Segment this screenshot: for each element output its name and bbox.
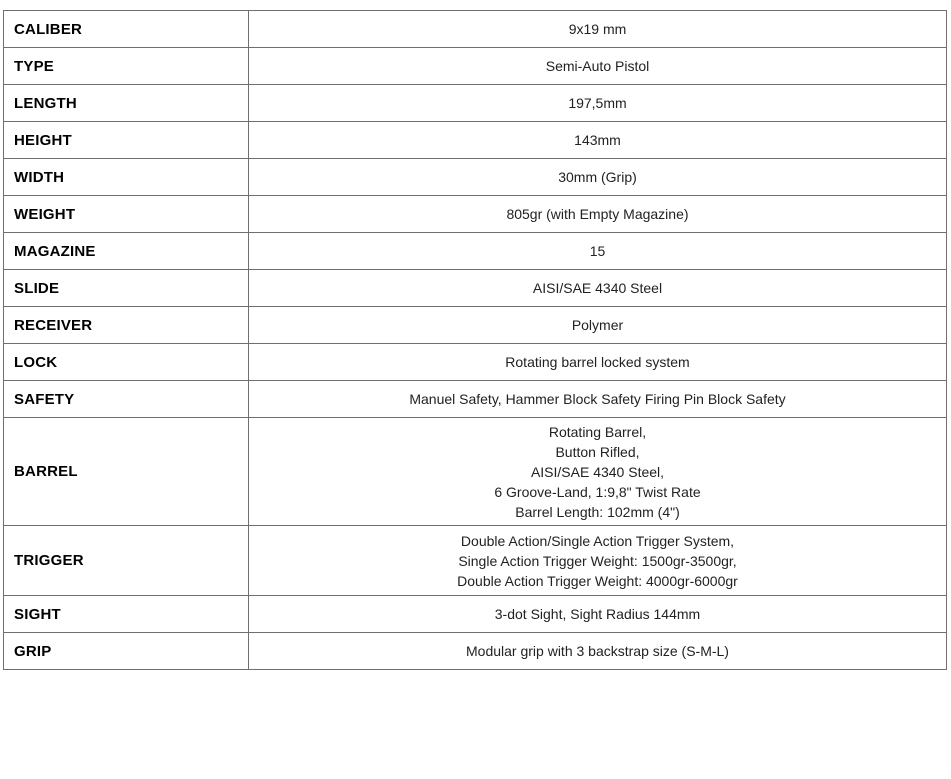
- spec-value: [249, 526, 947, 596]
- spec-value: Semi-Auto Pistol: [249, 48, 947, 85]
- spec-label: RECEIVER: [4, 307, 249, 344]
- spec-value-line: Button Rifled,: [555, 443, 640, 460]
- spec-value-line: Double Action/Single Action Trigger System,: [460, 532, 735, 549]
- table-row: [4, 526, 947, 596]
- specifications-table: [3, 10, 947, 670]
- table-row: [4, 270, 947, 307]
- spec-value: Polymer: [249, 307, 947, 344]
- table-row: [4, 344, 947, 381]
- table-row: [4, 633, 947, 670]
- spec-value: Modular grip with 3 backstrap size (S-M-L): [249, 633, 947, 670]
- spec-value-line: Single Action Trigger Weight: 1500gr-3500gr,: [458, 552, 737, 569]
- spec-value: 30mm (Grip): [249, 159, 947, 196]
- spec-value-line: Rotating Barrel,: [548, 423, 647, 440]
- table-row: [4, 48, 947, 85]
- spec-label: MAGAZINE: [4, 233, 249, 270]
- spec-value: 805gr (with Empty Magazine): [249, 196, 947, 233]
- spec-label: SIGHT: [4, 596, 249, 633]
- spec-value-line: Double Action Trigger Weight: 4000gr-6000gr: [457, 572, 738, 589]
- table-row: [4, 233, 947, 270]
- spec-value-line: 6 Groove-Land, 1:9,8" Twist Rate: [494, 483, 701, 500]
- table-row: [4, 307, 947, 344]
- spec-value-line: AISI/SAE 4340 Steel,: [530, 463, 665, 480]
- spec-value: Rotating barrel locked system: [249, 344, 947, 381]
- spec-value: 143mm: [249, 122, 947, 159]
- spec-label: SLIDE: [4, 270, 249, 307]
- spec-value: 3-dot Sight, Sight Radius 144mm: [249, 596, 947, 633]
- table-row: [4, 381, 947, 418]
- spec-label: CALIBER: [4, 11, 249, 48]
- spec-value: 9x19 mm: [249, 11, 947, 48]
- spec-label: LENGTH: [4, 85, 249, 122]
- table-row: [4, 11, 947, 48]
- spec-value: AISI/SAE 4340 Steel: [249, 270, 947, 307]
- table-row: [4, 159, 947, 196]
- spec-label: GRIP: [4, 633, 249, 670]
- spec-label: SAFETY: [4, 381, 249, 418]
- spec-label: TYPE: [4, 48, 249, 85]
- spec-value: Manuel Safety, Hammer Block Safety Firing Pin Block Safety: [249, 381, 947, 418]
- table-row: [4, 122, 947, 159]
- spec-value: 15: [249, 233, 947, 270]
- table-row: [4, 196, 947, 233]
- spec-label: LOCK: [4, 344, 249, 381]
- spec-label: WEIGHT: [4, 196, 249, 233]
- table-row: [4, 418, 947, 526]
- spec-label: BARREL: [4, 418, 249, 526]
- table-row: [4, 596, 947, 633]
- spec-label: HEIGHT: [4, 122, 249, 159]
- spec-label: TRIGGER: [4, 526, 249, 596]
- spec-value: [249, 418, 947, 526]
- table-row: [4, 85, 947, 122]
- spec-value: 197,5mm: [249, 85, 947, 122]
- spec-value-line: Barrel Length: 102mm (4"): [515, 503, 680, 520]
- spec-label: WIDTH: [4, 159, 249, 196]
